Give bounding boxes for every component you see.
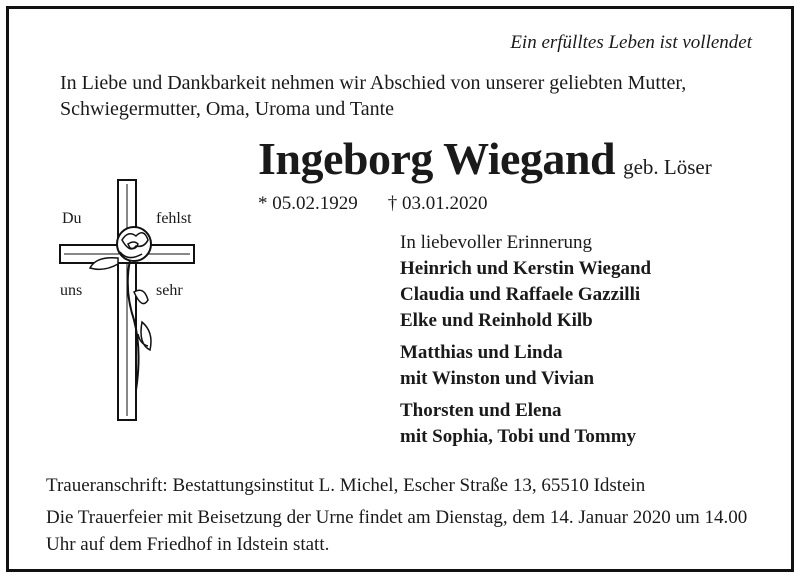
intro-text: In Liebe und Dankbarkeit nehmen wir Abschied von unserer geliebten Mutter, Schwiegermutter, Oma, Uroma und Tante <box>60 72 687 120</box>
mourner-line: Matthias und Linda <box>400 342 563 363</box>
motto: Ein erfülltes Leben ist vollendet <box>510 32 752 53</box>
deceased-name: Ingeborg Wiegand <box>258 133 616 184</box>
cross-graphic <box>50 172 220 427</box>
death-date: † 03.01.2020 <box>387 193 488 214</box>
mourner-line: Heinrich und Kerstin Wiegand <box>400 258 652 279</box>
ceremony-info: Die Trauerfeier mit Beisetzung der Urne findet am Dienstag, dem 14. Januar 2020 um 14.00 Uhr auf dem Friedhof in Idstein statt. <box>46 507 748 555</box>
birth-date: * 05.02.1929 <box>258 193 358 214</box>
mourners-intro: In liebevoller Erinnerung <box>400 232 593 253</box>
cross-word-uns: uns <box>60 282 83 299</box>
maiden-name: geb. Löser <box>623 155 712 179</box>
funeral-address: Traueranschrift: Bestattungsinstitut L. Michel, Escher Straße 13, 65510 Idstein <box>46 475 646 496</box>
mourner-line: mit Sophia, Tobi und Tommy <box>400 426 637 447</box>
footer <box>46 472 766 558</box>
mourner-line: Thorsten und Elena <box>400 400 562 421</box>
cross-word-fehlst: fehlst <box>156 210 192 227</box>
mourner-line: Elke und Reinhold Kilb <box>400 310 593 331</box>
life-dates <box>258 193 488 215</box>
mourner-line: mit Winston und Vivian <box>400 368 595 389</box>
cross-word-du: Du <box>62 210 82 227</box>
mourner-line: Claudia und Raffaele Gazzilli <box>400 284 641 305</box>
deceased-name-line <box>258 132 712 185</box>
cross-word-sehr: sehr <box>156 282 183 299</box>
mourners-block <box>400 230 651 450</box>
